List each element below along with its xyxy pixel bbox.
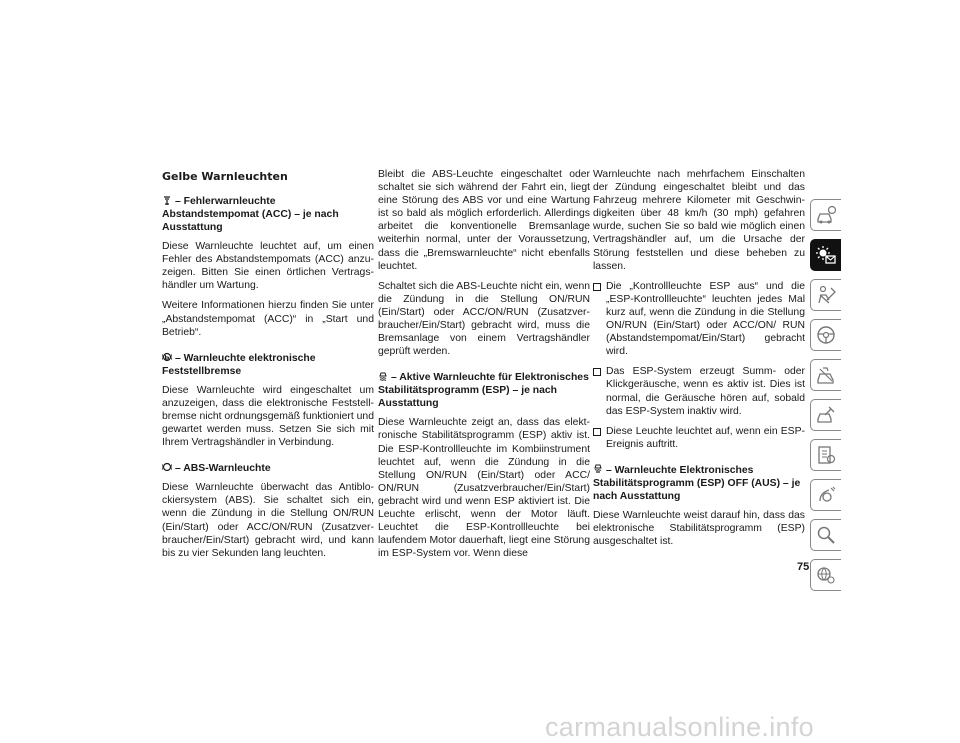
languages-icon bbox=[815, 564, 837, 586]
list-item: Diese Leuchte leuchtet auf, wenn ein ESP-Ereignis auftritt. bbox=[593, 425, 805, 451]
heading-parking-brake-text: – Warnleuchte elektronische Feststellbremse bbox=[162, 352, 316, 377]
heading-acc-fault-text: – Fehlerwarnleuchte Abstandstempomat (ACC) – je nach Ausstattung bbox=[162, 196, 339, 234]
specifications-icon bbox=[815, 444, 837, 466]
parking-brake-icon bbox=[162, 352, 172, 362]
paragraph: Schaltet sich die ABS-Leuchte nicht ein, wenn die Zündung in die Stellung ON/RUN (Ein/Start) oder ACC/ON/RUN (Zusatzverbraucher/Ein/Start) gebracht wird, muss die Bremsanlage von einem Vertragshändler geprüft werden. bbox=[378, 280, 590, 358]
heading-abs bbox=[162, 462, 374, 475]
paragraph: Diese Warnleuchte wird eingeschaltet um anzuzeigen, dass die elektronische Feststellbremse nicht ordnungsgemäß funktioniert und gewartet werden muss. Setzen Sie sich mit Ihrem Vertragshändler in Verbindung. bbox=[162, 384, 374, 449]
tab-specifications[interactable] bbox=[810, 439, 841, 471]
paragraph: Bleibt die ABS-Leuchte eingeschaltet oder schaltet sie sich während der Fahrt ein, liegt eine Störung des ABS vor und eine Wartung ist so bald als möglich erforderlich. Allerdings arbeitet die konventionelle Bremsanlage weiterhin normal, unter der Voraussetzung, dass die „Bremswarnleuchte“ nicht ebenfalls leuchtet. bbox=[378, 169, 590, 272]
esp-off-icon bbox=[593, 464, 603, 474]
list-item: Die „Kontrollleuchte ESP aus“ und die „ESP-Kontrollleuchte“ leuchten jedes Mal kurz auf, wenn die Zündung in die Stellung ON/RUN (Ein/Start) oder ACC/ON/ RUN (Abstandstempomat/Ein/Start) gebracht wird. bbox=[593, 280, 805, 359]
steering-wheel-icon bbox=[815, 324, 837, 346]
emergency-icon bbox=[815, 364, 837, 386]
warning-lights-icon bbox=[815, 244, 837, 266]
heading-esp-off-text: – Warnleuchte Elektronisches Stabilitätsprogramm (ESP) OFF (AUS) – je nach Ausstattung bbox=[593, 464, 801, 502]
abs-icon bbox=[162, 462, 172, 472]
tab-warning-lights[interactable] bbox=[810, 239, 841, 271]
list-item: Das ESP-System erzeugt Summ- oder Klickgeräusche, wenn es aktiv ist. Dies ist normal, die Geräusche hören auf, sobald das ESP-System inaktiv wird. bbox=[593, 365, 805, 417]
paragraph: Weitere Informationen hierzu finden Sie unter „Abstandstempomat (ACC)“ in „Start und Betrieb“. bbox=[162, 300, 374, 338]
paragraph: Diese Warnleuchte leuchtet auf, um einen Fehler des Abstandstempomats (ACC) anzuzeigen. Bitten Sie einen örtlichen Vertragshändler um Wartung. bbox=[162, 241, 374, 292]
heading-parking-brake bbox=[162, 352, 374, 378]
paragraph: Diese Warnleuchte weist darauf hin, dass das elektronische Stabilitätsprogramm (ESP) ausgeschaltet ist. bbox=[593, 509, 805, 548]
bullet-list bbox=[593, 280, 805, 451]
tab-car-info[interactable] bbox=[810, 199, 841, 231]
tab-service[interactable] bbox=[810, 399, 841, 431]
heading-esp-off bbox=[593, 464, 805, 503]
checkbox-bullet-icon bbox=[593, 428, 601, 436]
column-3 bbox=[593, 168, 805, 555]
acc-fault-icon bbox=[162, 195, 172, 205]
heading-esp-active-text: – Aktive Warnleuchte für Elektronisches Stabilitätsprogramm (ESP) – je nach Ausstattung bbox=[378, 372, 589, 410]
heading-esp-active bbox=[378, 371, 590, 410]
checkbox-bullet-icon bbox=[593, 368, 601, 376]
checkbox-bullet-icon bbox=[593, 283, 601, 291]
service-icon bbox=[815, 404, 837, 426]
safety-icon bbox=[815, 284, 837, 306]
paragraph: Warnleuchte nach mehrfachem Einschalten der Zündung eingeschaltet bleibt und das Fahrzeug mehrere Kilometer mit Geschwindigkeiten über 48 km/h (30 mph) gefahren wurde, suchen Sie so bald wie möglich einen Vertragshändler auf, um die Ursache der Störung feststellen und diese beheben zu lassen. bbox=[593, 169, 805, 272]
esp-active-icon bbox=[378, 371, 388, 381]
heading-acc-fault bbox=[162, 195, 374, 234]
tab-index[interactable] bbox=[810, 519, 841, 551]
page-number: 75 bbox=[797, 561, 810, 573]
column-2 bbox=[378, 168, 590, 567]
paragraph: Diese Warnleuchte zeigt an, dass das elektronische Stabilitätsprogramm (ESP) aktiv ist. Die ESP-Kontrollleuchte im Kombiinstrument leuchtet auf, wenn die Zündung in die Stellung ON/RUN (Ein/Start) oder ACC/ ON/RUN (Zusatzverbraucher/Ein/Start) gebracht wird und wenn ESP aktiviert ist. Die Leuchte erlischt, wenn der Motor läuft. Leuchtet die ESP-Kontrollleuchte bei laufendem Motor dauerhaft, liegt eine Störung im ESP-System vor. Wenn diese bbox=[378, 417, 590, 560]
tab-safety[interactable] bbox=[810, 279, 841, 311]
section-title: Gelbe Warnleuchten bbox=[162, 170, 288, 183]
column-1 bbox=[162, 168, 374, 567]
multimedia-icon bbox=[815, 484, 837, 506]
paragraph: Diese Warnleuchte überwacht das Antiblockiersystem (ABS). Sie schaltet sich ein, wenn die Zündung in die Stellung ON/RUN (Ein/Start) oder ACC/ON/RUN (Zusatzverbraucher/Ein/Start) gebracht wird, und kann bis zu vier Sekunden lang leuchten. bbox=[162, 482, 374, 559]
tab-multimedia[interactable] bbox=[810, 479, 841, 511]
watermark: carmanualsonline.info bbox=[545, 712, 814, 742]
chapter-tabs bbox=[810, 199, 842, 599]
search-index-icon bbox=[815, 524, 837, 546]
car-info-icon bbox=[815, 204, 837, 226]
tab-languages[interactable] bbox=[810, 559, 841, 591]
heading-abs-text: – ABS-Warnleuchte bbox=[175, 463, 271, 475]
tab-steering[interactable] bbox=[810, 319, 841, 351]
tab-emergency[interactable] bbox=[810, 359, 841, 391]
